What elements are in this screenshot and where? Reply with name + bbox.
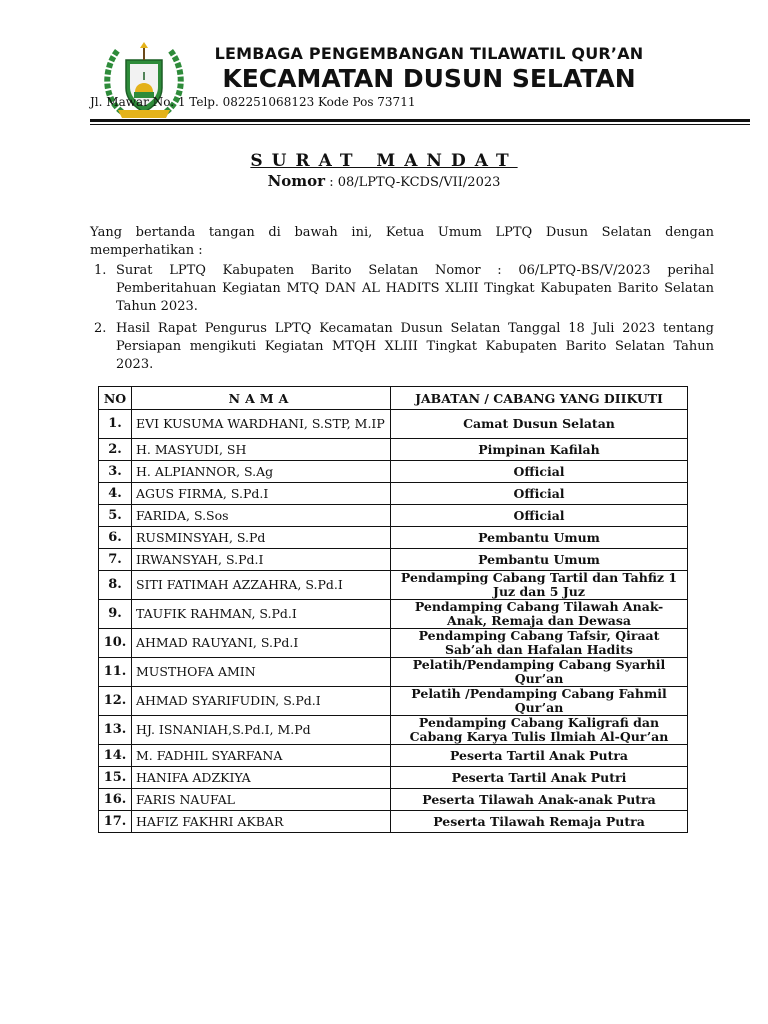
table-body	[99, 410, 688, 833]
cell-name: SITI FATIMAH AZZAHRA, S.Pd.I	[132, 571, 391, 600]
cell-role: Pembantu Umum	[391, 549, 688, 571]
cell-no: 13.	[99, 716, 132, 745]
table-row	[99, 789, 688, 811]
cell-no: 7.	[99, 549, 132, 571]
cell-no: 9.	[99, 600, 132, 629]
considerations-list	[90, 262, 714, 378]
cell-name: M. FADHIL SYARFANA	[132, 745, 391, 767]
cell-no: 14.	[99, 745, 132, 767]
cell-name: AHMAD RAUYANI, S.Pd.I	[132, 629, 391, 658]
cell-name: HANIFA ADZKIYA	[132, 767, 391, 789]
cell-role: Pendamping Cabang Tafsir, Qiraat Sab’ah dan Hafalan Hadits	[391, 629, 688, 658]
cell-role: Camat Dusun Selatan	[391, 410, 688, 439]
cell-no: 15.	[99, 767, 132, 789]
cell-role: Pendamping Cabang Kaligrafi dan Cabang Karya Tulis Ilmiah Al-Qur’an	[391, 716, 688, 745]
table-row	[99, 687, 688, 716]
cell-role: Pimpinan Kafilah	[391, 439, 688, 461]
cell-name: AGUS FIRMA, S.Pd.I	[132, 483, 391, 505]
cell-role: Pelatih/Pendamping Cabang Syarhil Qur’an	[391, 658, 688, 687]
intro-paragraph: Yang bertanda tangan di bawah ini, Ketua Umum LPTQ Dusun Selatan dengan memperhatikan :	[90, 225, 714, 258]
cell-name: AHMAD SYARIFUDIN, S.Pd.I	[132, 687, 391, 716]
organization-name: LEMBAGA PENGEMBANGAN TILAWATIL QUR’AN	[214, 44, 644, 63]
cell-no: 1.	[99, 410, 132, 439]
table-row	[99, 767, 688, 789]
cell-name: RUSMINSYAH, S.Pd	[132, 527, 391, 549]
cell-no: 10.	[99, 629, 132, 658]
address-line: Jl. Mawar No. 1 Telp. 082251068123 Kode Pos 73711	[90, 95, 416, 109]
table-row	[99, 658, 688, 687]
table-row	[99, 461, 688, 483]
cell-no: 12.	[99, 687, 132, 716]
letter-number-value: : 08/LPTQ-KCDS/VII/2023	[329, 175, 501, 190]
table-row	[99, 410, 688, 439]
cell-no: 11.	[99, 658, 132, 687]
table-row	[99, 629, 688, 658]
cell-name: EVI KUSUMA WARDHANI, S.STP, M.IP	[132, 410, 391, 439]
cell-role: Official	[391, 483, 688, 505]
header-rule-thick	[90, 119, 750, 122]
table-row	[99, 745, 688, 767]
cell-no: 2.	[99, 439, 132, 461]
cell-no: 4.	[99, 483, 132, 505]
letter-number	[0, 172, 768, 190]
cell-role: Peserta Tartil Anak Putra	[391, 745, 688, 767]
cell-role: Peserta Tartil Anak Putri	[391, 767, 688, 789]
cell-role: Official	[391, 461, 688, 483]
list-item	[90, 320, 714, 374]
cell-no: 17.	[99, 811, 132, 833]
table-header-row	[99, 387, 688, 410]
cell-no: 6.	[99, 527, 132, 549]
cell-role: Official	[391, 505, 688, 527]
cell-name: IRWANSYAH, S.Pd.I	[132, 549, 391, 571]
delegation-table	[98, 386, 688, 833]
cell-no: 5.	[99, 505, 132, 527]
cell-no: 8.	[99, 571, 132, 600]
table-row	[99, 527, 688, 549]
table-row	[99, 571, 688, 600]
cell-name: FARIDA, S.Sos	[132, 505, 391, 527]
header-rule-thin	[90, 124, 750, 125]
cell-role: Pelatih /Pendamping Cabang Fahmil Qur’an	[391, 687, 688, 716]
cell-role: Peserta Tilawah Anak-anak Putra	[391, 789, 688, 811]
cell-name: MUSTHOFA AMIN	[132, 658, 391, 687]
cell-name: H. ALPIANNOR, S.Ag	[132, 461, 391, 483]
table-row	[99, 600, 688, 629]
cell-role: Pendamping Cabang Tilawah Anak-Anak, Remaja dan Dewasa	[391, 600, 688, 629]
cell-name: HJ. ISNANIAH,S.Pd.I, M.Pd	[132, 716, 391, 745]
cell-name: FARIS NAUFAL	[132, 789, 391, 811]
column-header-no: NO	[99, 387, 132, 410]
letter-number-label: Nomor	[267, 172, 326, 190]
list-item-number: 1.	[94, 263, 107, 278]
cell-name: H. MASYUDI, SH	[132, 439, 391, 461]
table-row	[99, 811, 688, 833]
table-row	[99, 716, 688, 745]
cell-role: Peserta Tilawah Remaja Putra	[391, 811, 688, 833]
cell-role: Pembantu Umum	[391, 527, 688, 549]
cell-no: 3.	[99, 461, 132, 483]
list-item-number: 2.	[94, 321, 107, 336]
table-row	[99, 549, 688, 571]
cell-role: Pendamping Cabang Tartil dan Tahfiz 1 Juz dan 5 Juz	[391, 571, 688, 600]
table-row	[99, 439, 688, 461]
cell-no: 16.	[99, 789, 132, 811]
list-item	[90, 262, 714, 316]
district-name: KECAMATAN DUSUN SELATAN	[222, 64, 636, 93]
letter-title: SURAT MANDAT	[250, 151, 518, 171]
table-row	[99, 483, 688, 505]
list-item-text: Surat LPTQ Kabupaten Barito Selatan Nomor : 06/LPTQ-BS/V/2023 perihal Pemberitahuan Kegiatan MTQ DAN AL HADITS XLIII Tingkat Kabupaten Barito Selatan Tahun 2023.	[116, 263, 714, 314]
table-row	[99, 505, 688, 527]
cell-name: HAFIZ FAKHRI AKBAR	[132, 811, 391, 833]
list-item-text: Hasil Rapat Pengurus LPTQ Kecamatan Dusun Selatan Tanggal 18 Juli 2023 tentang Persiapan mengikuti Kegiatan MTQH XLIII Tingkat Kabupaten Barito Selatan Tahun 2023.	[116, 321, 714, 372]
column-header-name: NAMA	[132, 387, 391, 410]
cell-name: TAUFIK RAHMAN, S.Pd.I	[132, 600, 391, 629]
column-header-role: JABATAN / CABANG YANG DIIKUTI	[391, 387, 688, 410]
